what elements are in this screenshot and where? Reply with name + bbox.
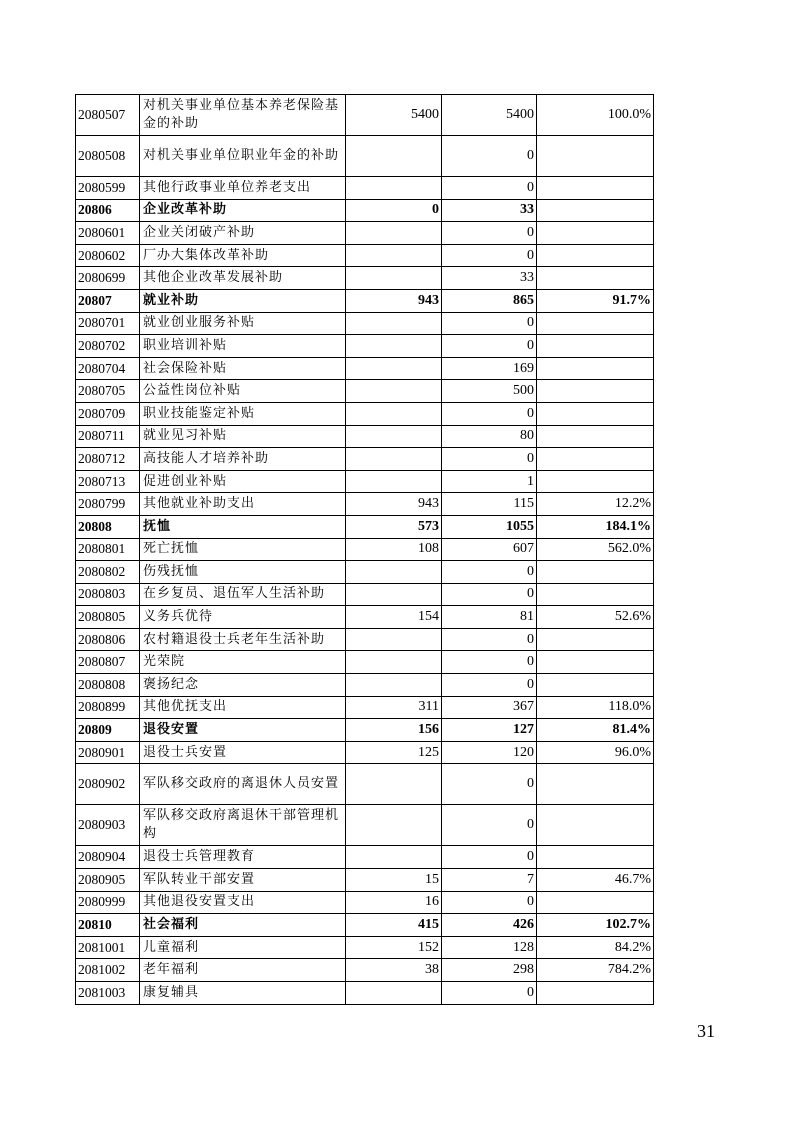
budget-value-cell <box>346 470 442 493</box>
budget-value-cell: 125 <box>346 741 442 764</box>
actual-value-cell: 0 <box>442 561 537 584</box>
budget-value-cell <box>346 561 442 584</box>
item-code-cell: 2080904 <box>76 846 140 869</box>
item-name-cell: 对机关事业单位职业年金的补助 <box>140 136 346 177</box>
budget-value-cell <box>346 448 442 471</box>
table-row <box>76 561 654 584</box>
ratio-cell: 96.0% <box>537 741 654 764</box>
ratio-cell: 100.0% <box>537 95 654 136</box>
budget-value-cell <box>346 136 442 177</box>
table-row <box>76 136 654 177</box>
actual-value-cell: 0 <box>442 982 537 1005</box>
budget-value-cell <box>346 846 442 869</box>
table-row <box>76 448 654 471</box>
ratio-cell: 46.7% <box>537 869 654 892</box>
actual-value-cell: 81 <box>442 606 537 629</box>
budget-value-cell: 943 <box>346 493 442 516</box>
item-code-cell: 2080899 <box>76 696 140 719</box>
budget-value-cell: 154 <box>346 606 442 629</box>
ratio-cell <box>537 222 654 245</box>
table-row <box>76 982 654 1005</box>
actual-value-cell: 115 <box>442 493 537 516</box>
item-code-cell: 20807 <box>76 289 140 312</box>
item-code-cell: 2080709 <box>76 402 140 425</box>
item-name-cell: 老年福利 <box>140 959 346 982</box>
ratio-cell: 784.2% <box>537 959 654 982</box>
table-row <box>76 515 654 538</box>
table-row <box>76 95 654 136</box>
ratio-cell: 84.2% <box>537 936 654 959</box>
item-name-cell: 死亡抚恤 <box>140 538 346 561</box>
table-row <box>76 696 654 719</box>
budget-value-cell <box>346 222 442 245</box>
budget-table-body <box>76 95 654 1005</box>
item-code-cell: 2080507 <box>76 95 140 136</box>
item-name-cell: 抚恤 <box>140 515 346 538</box>
item-name-cell: 军队转业干部安置 <box>140 869 346 892</box>
item-code-cell: 2080803 <box>76 583 140 606</box>
actual-value-cell: 367 <box>442 696 537 719</box>
table-row <box>76 869 654 892</box>
item-name-cell: 军队移交政府离退休干部管理机构 <box>140 805 346 846</box>
actual-value-cell: 0 <box>442 222 537 245</box>
item-name-cell: 义务兵优待 <box>140 606 346 629</box>
item-code-cell: 2080599 <box>76 177 140 200</box>
item-name-cell: 就业补助 <box>140 289 346 312</box>
ratio-cell: 12.2% <box>537 493 654 516</box>
item-code-cell: 2080805 <box>76 606 140 629</box>
table-row <box>76 891 654 914</box>
actual-value-cell: 0 <box>442 651 537 674</box>
budget-value-cell: 38 <box>346 959 442 982</box>
item-code-cell: 2080905 <box>76 869 140 892</box>
item-name-cell: 农村籍退役士兵老年生活补助 <box>140 628 346 651</box>
actual-value-cell: 0 <box>442 335 537 358</box>
table-row <box>76 651 654 674</box>
ratio-cell <box>537 846 654 869</box>
table-row <box>76 199 654 222</box>
table-row <box>76 959 654 982</box>
item-name-cell: 军队移交政府的离退休人员安置 <box>140 764 346 805</box>
budget-value-cell: 415 <box>346 914 442 937</box>
table-row <box>76 312 654 335</box>
item-code-cell: 2080808 <box>76 674 140 697</box>
table-row <box>76 425 654 448</box>
ratio-cell <box>537 764 654 805</box>
budget-value-cell: 108 <box>346 538 442 561</box>
item-code-cell: 20806 <box>76 199 140 222</box>
item-code-cell: 2080508 <box>76 136 140 177</box>
table-row <box>76 805 654 846</box>
table-row <box>76 914 654 937</box>
item-name-cell: 在乡复员、退伍军人生活补助 <box>140 583 346 606</box>
ratio-cell <box>537 244 654 267</box>
actual-value-cell: 0 <box>442 448 537 471</box>
table-row <box>76 222 654 245</box>
item-name-cell: 退役安置 <box>140 719 346 742</box>
item-code-cell: 2080699 <box>76 267 140 290</box>
item-code-cell: 2080602 <box>76 244 140 267</box>
item-code-cell: 2080807 <box>76 651 140 674</box>
item-code-cell: 2080704 <box>76 357 140 380</box>
ratio-cell <box>537 380 654 403</box>
page-number: 31 <box>697 1021 715 1041</box>
item-name-cell: 伤残抚恤 <box>140 561 346 584</box>
table-row <box>76 470 654 493</box>
ratio-cell <box>537 425 654 448</box>
ratio-cell <box>537 674 654 697</box>
budget-value-cell: 311 <box>346 696 442 719</box>
ratio-cell <box>537 891 654 914</box>
ratio-cell <box>537 177 654 200</box>
item-code-cell: 2080713 <box>76 470 140 493</box>
table-row <box>76 493 654 516</box>
item-name-cell: 光荣院 <box>140 651 346 674</box>
ratio-cell <box>537 628 654 651</box>
item-name-cell: 企业关闭破产补助 <box>140 222 346 245</box>
actual-value-cell: 0 <box>442 846 537 869</box>
budget-value-cell <box>346 583 442 606</box>
actual-value-cell: 128 <box>442 936 537 959</box>
table-row <box>76 741 654 764</box>
actual-value-cell: 607 <box>442 538 537 561</box>
item-code-cell: 2080806 <box>76 628 140 651</box>
table-row <box>76 606 654 629</box>
budget-value-cell <box>346 764 442 805</box>
budget-value-cell: 943 <box>346 289 442 312</box>
table-row <box>76 628 654 651</box>
actual-value-cell: 865 <box>442 289 537 312</box>
item-name-cell: 退役士兵管理教育 <box>140 846 346 869</box>
ratio-cell <box>537 805 654 846</box>
ratio-cell: 184.1% <box>537 515 654 538</box>
ratio-cell <box>537 583 654 606</box>
ratio-cell <box>537 470 654 493</box>
item-code-cell: 2080711 <box>76 425 140 448</box>
budget-value-cell: 5400 <box>346 95 442 136</box>
actual-value-cell: 0 <box>442 402 537 425</box>
budget-value-cell <box>346 628 442 651</box>
item-name-cell: 厂办大集体改革补助 <box>140 244 346 267</box>
actual-value-cell: 500 <box>442 380 537 403</box>
item-name-cell: 康复辅具 <box>140 982 346 1005</box>
actual-value-cell: 0 <box>442 312 537 335</box>
item-code-cell: 20809 <box>76 719 140 742</box>
actual-value-cell: 0 <box>442 583 537 606</box>
actual-value-cell: 0 <box>442 177 537 200</box>
table-row <box>76 244 654 267</box>
item-code-cell: 2080802 <box>76 561 140 584</box>
ratio-cell <box>537 402 654 425</box>
actual-value-cell: 298 <box>442 959 537 982</box>
budget-value-cell <box>346 674 442 697</box>
table-row <box>76 357 654 380</box>
ratio-cell <box>537 448 654 471</box>
ratio-cell: 91.7% <box>537 289 654 312</box>
table-row <box>76 846 654 869</box>
ratio-cell: 562.0% <box>537 538 654 561</box>
budget-value-cell <box>346 982 442 1005</box>
ratio-cell <box>537 982 654 1005</box>
actual-value-cell: 0 <box>442 764 537 805</box>
table-row <box>76 538 654 561</box>
item-name-cell: 其他企业改革发展补助 <box>140 267 346 290</box>
ratio-cell: 81.4% <box>537 719 654 742</box>
budget-value-cell <box>346 312 442 335</box>
table-row <box>76 402 654 425</box>
ratio-cell <box>537 561 654 584</box>
item-code-cell: 2080601 <box>76 222 140 245</box>
budget-value-cell <box>346 651 442 674</box>
budget-value-cell <box>346 805 442 846</box>
actual-value-cell: 5400 <box>442 95 537 136</box>
actual-value-cell: 120 <box>442 741 537 764</box>
item-code-cell: 2081003 <box>76 982 140 1005</box>
item-code-cell: 20808 <box>76 515 140 538</box>
budget-value-cell: 15 <box>346 869 442 892</box>
actual-value-cell: 1055 <box>442 515 537 538</box>
actual-value-cell: 0 <box>442 891 537 914</box>
actual-value-cell: 426 <box>442 914 537 937</box>
ratio-cell <box>537 651 654 674</box>
budget-value-cell: 152 <box>346 936 442 959</box>
budget-value-cell <box>346 357 442 380</box>
ratio-cell <box>537 199 654 222</box>
actual-value-cell: 1 <box>442 470 537 493</box>
item-code-cell: 2080712 <box>76 448 140 471</box>
budget-value-cell: 0 <box>346 199 442 222</box>
item-code-cell: 2081002 <box>76 959 140 982</box>
table-row <box>76 267 654 290</box>
budget-value-cell <box>346 402 442 425</box>
budget-table <box>75 94 654 1005</box>
actual-value-cell: 169 <box>442 357 537 380</box>
item-name-cell: 就业创业服务补贴 <box>140 312 346 335</box>
budget-value-cell <box>346 425 442 448</box>
item-name-cell: 职业技能鉴定补贴 <box>140 402 346 425</box>
actual-value-cell: 0 <box>442 628 537 651</box>
item-name-cell: 社会福利 <box>140 914 346 937</box>
actual-value-cell: 80 <box>442 425 537 448</box>
item-code-cell: 2080902 <box>76 764 140 805</box>
actual-value-cell: 33 <box>442 199 537 222</box>
actual-value-cell: 0 <box>442 244 537 267</box>
item-name-cell: 企业改革补助 <box>140 199 346 222</box>
ratio-cell <box>537 335 654 358</box>
budget-value-cell <box>346 267 442 290</box>
budget-value-cell: 156 <box>346 719 442 742</box>
item-name-cell: 其他行政事业单位养老支出 <box>140 177 346 200</box>
actual-value-cell: 7 <box>442 869 537 892</box>
item-code-cell: 2080701 <box>76 312 140 335</box>
table-row <box>76 674 654 697</box>
table-row <box>76 764 654 805</box>
item-code-cell: 2081001 <box>76 936 140 959</box>
ratio-cell: 118.0% <box>537 696 654 719</box>
item-name-cell: 退役士兵安置 <box>140 741 346 764</box>
item-name-cell: 其他优抚支出 <box>140 696 346 719</box>
item-name-cell: 儿童福利 <box>140 936 346 959</box>
item-name-cell: 社会保险补贴 <box>140 357 346 380</box>
ratio-cell <box>537 357 654 380</box>
table-row <box>76 583 654 606</box>
ratio-cell <box>537 267 654 290</box>
ratio-cell: 52.6% <box>537 606 654 629</box>
item-code-cell: 20810 <box>76 914 140 937</box>
budget-value-cell: 573 <box>346 515 442 538</box>
budget-value-cell <box>346 380 442 403</box>
budget-value-cell: 16 <box>346 891 442 914</box>
actual-value-cell: 33 <box>442 267 537 290</box>
actual-value-cell: 127 <box>442 719 537 742</box>
item-code-cell: 2080705 <box>76 380 140 403</box>
item-name-cell: 褒扬纪念 <box>140 674 346 697</box>
table-row <box>76 936 654 959</box>
item-code-cell: 2080702 <box>76 335 140 358</box>
item-code-cell: 2080999 <box>76 891 140 914</box>
table-row <box>76 177 654 200</box>
item-code-cell: 2080901 <box>76 741 140 764</box>
item-name-cell: 促进创业补贴 <box>140 470 346 493</box>
item-code-cell: 2080801 <box>76 538 140 561</box>
table-row <box>76 335 654 358</box>
item-name-cell: 高技能人才培养补助 <box>140 448 346 471</box>
item-name-cell: 其他退役安置支出 <box>140 891 346 914</box>
item-code-cell: 2080903 <box>76 805 140 846</box>
ratio-cell <box>537 136 654 177</box>
ratio-cell: 102.7% <box>537 914 654 937</box>
ratio-cell <box>537 312 654 335</box>
table-row <box>76 719 654 742</box>
actual-value-cell: 0 <box>442 136 537 177</box>
table-row <box>76 289 654 312</box>
table-row <box>76 380 654 403</box>
item-code-cell: 2080799 <box>76 493 140 516</box>
item-name-cell: 其他就业补助支出 <box>140 493 346 516</box>
actual-value-cell: 0 <box>442 805 537 846</box>
item-name-cell: 对机关事业单位基本养老保险基金的补助 <box>140 95 346 136</box>
budget-value-cell <box>346 335 442 358</box>
item-name-cell: 就业见习补贴 <box>140 425 346 448</box>
item-name-cell: 职业培训补贴 <box>140 335 346 358</box>
item-name-cell: 公益性岗位补贴 <box>140 380 346 403</box>
budget-value-cell <box>346 177 442 200</box>
actual-value-cell: 0 <box>442 674 537 697</box>
budget-value-cell <box>346 244 442 267</box>
